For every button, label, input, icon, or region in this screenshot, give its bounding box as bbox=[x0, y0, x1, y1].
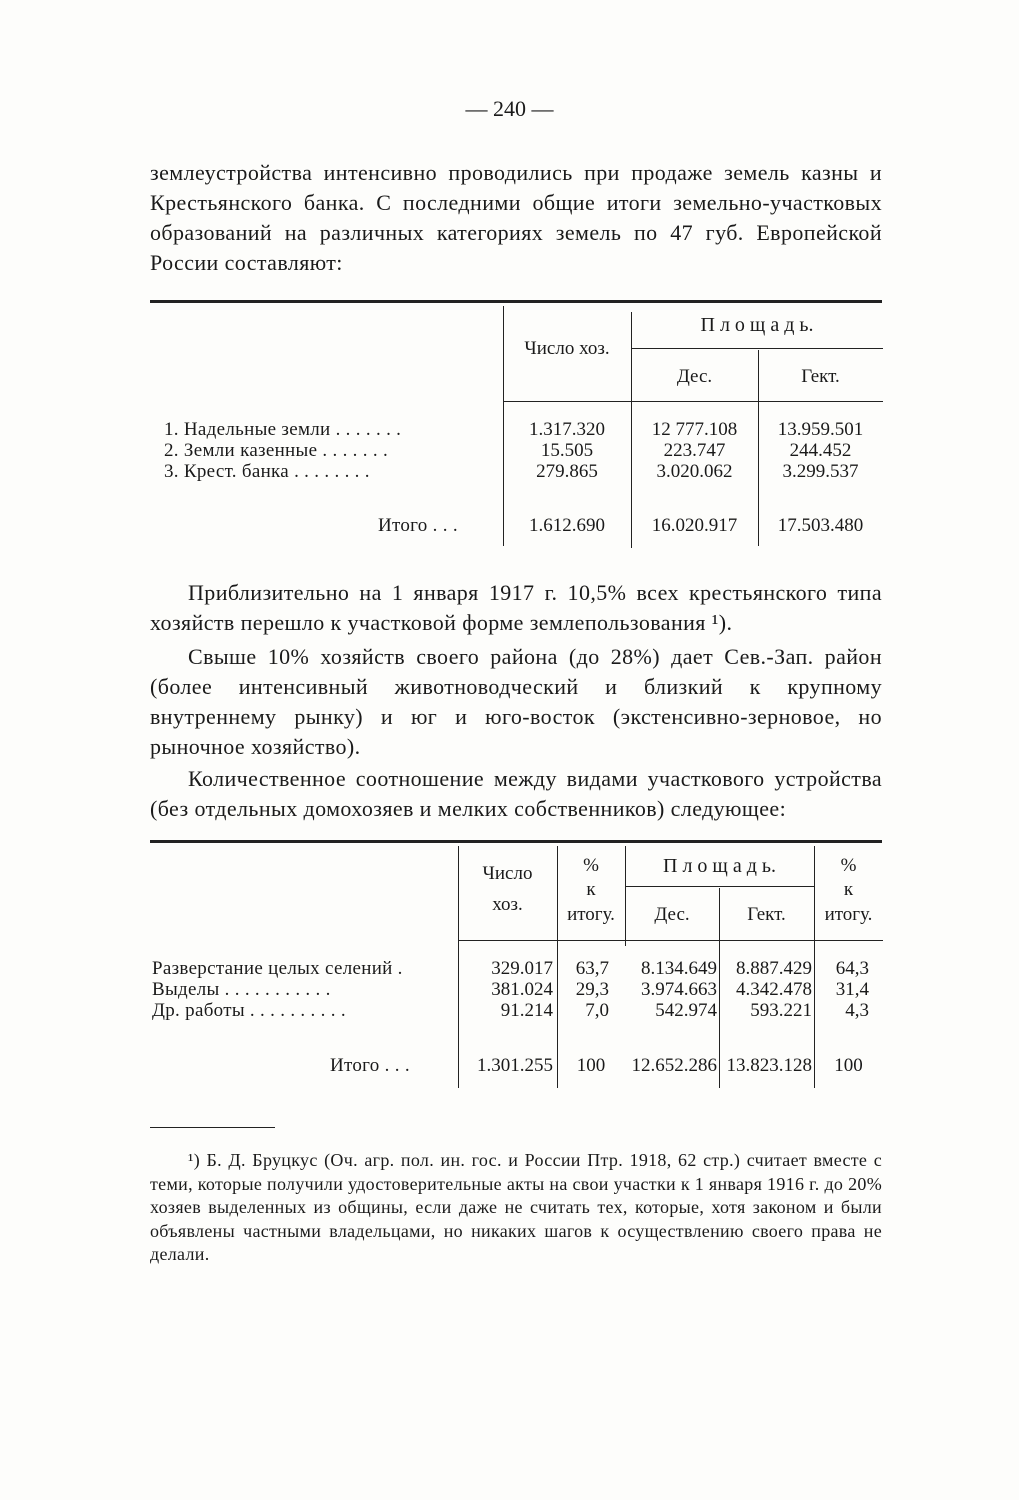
table-1-total-cell: 17.503.480 bbox=[777, 515, 864, 536]
paragraph-4 bbox=[150, 764, 882, 824]
table-2-cell: 329.017 bbox=[491, 958, 553, 979]
table-2-header-area: П л о щ а д ь. bbox=[663, 855, 776, 877]
table-2-row-label: Выделы . . . . . . . . . . . bbox=[152, 979, 331, 1000]
paragraph-1-text: землеустройства интенсивно проводились при продаже земель казны и Крестьянского банка. С последними общие итоги земельно-участковых образований на различных категориях земель по 47 губ. Европейской России составляют: bbox=[150, 160, 882, 275]
table-2-header-des: Дес. bbox=[654, 904, 690, 925]
table-2-total-label: Итого . . . bbox=[330, 1055, 410, 1076]
table-1-cell: 12 777.108 bbox=[651, 419, 738, 440]
table-1-header-households: Число хоз. bbox=[524, 338, 610, 359]
table-1-row-label: 3. Крест. банка . . . . . . . . bbox=[164, 461, 370, 482]
table-2-header-pct: итогу. bbox=[567, 904, 615, 925]
table-2-header-pct2: итогу. bbox=[824, 904, 873, 925]
table-2-total-cell: 100 bbox=[576, 1055, 606, 1076]
table-1-cell: 244.452 bbox=[789, 440, 852, 461]
table-1-header-gekt: Гект. bbox=[801, 366, 840, 387]
table-1-header-des: Дес. bbox=[676, 366, 713, 387]
table-1-total-cell: 1.612.690 bbox=[529, 515, 605, 536]
table-1-cell: 13.959.501 bbox=[777, 419, 864, 440]
table-2-row-label: Др. работы . . . . . . . . . . bbox=[152, 1000, 346, 1021]
page-number: — 240 — bbox=[465, 96, 554, 121]
table-2-header-rule bbox=[458, 940, 883, 941]
table-1-total-cell: 16.020.917 bbox=[651, 515, 738, 536]
footnote bbox=[150, 1149, 882, 1267]
table-1-top-rule bbox=[150, 300, 882, 303]
table-1-cell: 3.299.537 bbox=[782, 461, 859, 482]
table-2-top-rule bbox=[150, 840, 882, 843]
table-2-header-pct: % bbox=[583, 855, 599, 876]
table-2-total-cell: 12.652.286 bbox=[631, 1055, 717, 1076]
footnote-text: ¹) Б. Д. Бруцкус (Оч. агр. пол. ин. гос. и России Птр. 1918, 62 стр.) считает вместе с теми, которые получили удостоверительные акты на свои участки к 1 января 1916 г. до 20% хозяев выделенных из общины, если даже не считать тех, которые, хотя законом и были объявлены частными владельцами, но никаких шагов к осуществлению своего права не делали. bbox=[150, 1150, 882, 1264]
table-1-cell: 3.020.062 bbox=[656, 461, 733, 482]
paragraph-1 bbox=[150, 158, 882, 278]
table-2-cell: 593.221 bbox=[750, 1000, 812, 1021]
table-2-cell: 4,3 bbox=[845, 1000, 869, 1021]
table-2-header-gekt: Гект. bbox=[747, 904, 786, 925]
table-2-cell: 4.342.478 bbox=[736, 979, 812, 1000]
table-2-total-cell: 13.823.128 bbox=[726, 1055, 812, 1076]
table-2-row-label: Разверстание целых селений . bbox=[152, 958, 403, 979]
footnote-rule bbox=[150, 1127, 275, 1128]
table-2-header-pct2: % bbox=[840, 855, 857, 876]
paragraph-2-text: Приблизительно на 1 января 1917 г. 10,5% всех крестьянского типа хозяйств перешло к участковой форме землепользования ¹). bbox=[150, 580, 882, 635]
table-1-total-label: Итого . . . bbox=[378, 515, 458, 536]
table-2-cell: 8.887.429 bbox=[736, 958, 812, 979]
table-2-total-cell: 100 bbox=[834, 1055, 863, 1076]
paragraph-3 bbox=[150, 642, 882, 762]
table-1-row-label: 2. Земли казенные . . . . . . . bbox=[164, 440, 389, 461]
table-1-header-rule bbox=[503, 401, 883, 402]
table-2-header-households: Число bbox=[482, 863, 533, 884]
table-1-cell: 15.505 bbox=[540, 440, 594, 461]
paragraph-3-text: Свыше 10% хозяйств своего района (до 28%) дает Сев.-Зап. район (более интенсивный животноводческий и близкий к крупному внутреннему рынку) и юг и юго-восток (экстенсивно-зерновое, но рыночное хозяйство). bbox=[150, 644, 882, 759]
table-1-cell: 223.747 bbox=[663, 440, 726, 461]
table-2-cell: 29,3 bbox=[575, 979, 609, 1000]
table-2-cell: 91.214 bbox=[500, 1000, 553, 1021]
table-2-header-households: хоз. bbox=[492, 894, 523, 915]
paragraph-2 bbox=[150, 578, 882, 638]
table-2-cell: 64,3 bbox=[835, 958, 869, 979]
table-2-cell: 8.134.649 bbox=[641, 958, 717, 979]
table-2-area-rule bbox=[625, 886, 814, 887]
table-1-header-area: П л о щ а д ь. bbox=[700, 314, 814, 336]
table-2-header-pct2: к bbox=[843, 879, 854, 900]
paragraph-4-text: Количественное соотношение между видами участкового устройства (без отдельных домохозяев и мелких собственников) следующее: bbox=[150, 766, 882, 821]
table-2-cell: 381.024 bbox=[491, 979, 553, 1000]
table-1-area-rule bbox=[631, 348, 883, 349]
table-2-cell: 31,4 bbox=[835, 979, 869, 1000]
table-2-total-cell: 1.301.255 bbox=[477, 1055, 553, 1076]
table-1-cell: 279.865 bbox=[536, 461, 598, 482]
table-2-header-pct: к bbox=[586, 879, 596, 900]
table-2-cell: 7,0 bbox=[585, 1000, 609, 1021]
table-2-cell: 63,7 bbox=[575, 958, 609, 979]
table-2-cell: 542.974 bbox=[655, 1000, 717, 1021]
table-2-cell: 3.974.663 bbox=[641, 979, 717, 1000]
table-1-row-label: 1. Надельные земли . . . . . . . bbox=[164, 419, 402, 440]
table-1-cell: 1.317.320 bbox=[529, 419, 605, 440]
